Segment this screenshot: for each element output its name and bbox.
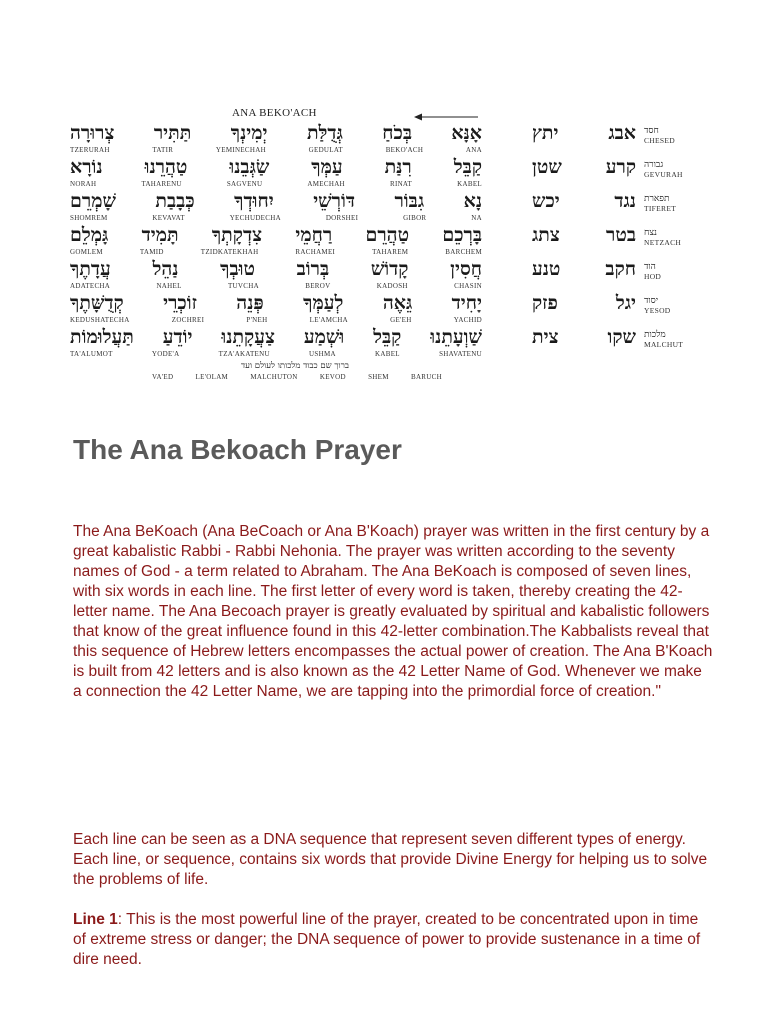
- sefira-1: חסד CHESED: [644, 126, 675, 145]
- initials-line-1: אבג יתץ: [532, 122, 636, 144]
- translit-line-1: TZERURAH TATIR YEMINECHAH GEDULAT BEKO'ACH ANA: [70, 146, 482, 154]
- page-title: The Ana Bekoach Prayer: [73, 434, 402, 465]
- arrow-left-icon: [414, 112, 478, 122]
- ana-bekoach-figure: [62, 100, 702, 390]
- prayer-line-7: שַׁוְעָתֵנוּ קַבֵּל וּשְׁמַע צַעֲקָתֵנוּ יוֹדֵעַ תַּעֲלוּמוֹת: [70, 326, 482, 348]
- translit-line-7: TA'ALUMOT YODE'A TZA'AKATENU USHMA KABEL SHAVATENU: [70, 350, 482, 358]
- sefira-7: מלכות MALCHUT: [644, 330, 684, 349]
- initials-line-3: נגד יכש: [532, 190, 636, 212]
- translit-line-2: NORAH TAHARENU SAGVENU AMECHAH RINAT KABEL: [70, 180, 482, 188]
- line1-lead: Line 1: [73, 911, 118, 928]
- initials-line-6: יגל פזק: [532, 292, 636, 314]
- translit-line-3: SHOMREM KEVAVAT YECHUDECHA DORSHEI GIBOR NA: [70, 214, 482, 222]
- sefira-5: הוד HOD: [644, 262, 662, 281]
- translit-line-5: ADATECHA NAHEL TUVCHA BEROV KADOSH CHASIN: [70, 282, 482, 290]
- prayer-line-6: יָחִיד גֵּאֶה לְעַמְּךָ פְּנֵה זוֹכְרֵי קְדֻשָּׁתֶךָ: [70, 292, 482, 314]
- blessing-translit: VA'ED LE'OLAM MALCHUTON KEVOD SHEM BARUCH: [152, 373, 442, 381]
- sefira-3: תפארת TIFERET: [644, 194, 677, 213]
- prayer-line-2: קַבֵּל רִנַּת עַמְּךָ שַׂגְּבֵנוּ טַהֲרֵנוּ נוֹרָא: [70, 156, 482, 178]
- sefira-2: גבורה GEVURAH: [644, 160, 683, 179]
- prayer-line-5: חֲסִין קָדוֹשׁ בְּרוֹב טוּבְךָ נַהֵל עֲדָתֶךָ: [70, 258, 482, 280]
- prayer-line-3: נָא גִבּוֹר דּוֹרְשֵׁי יִחוּדְךָ כְּבָבַת שָׁמְרֵם: [70, 190, 482, 212]
- initials-line-4: בטר צתג: [532, 224, 636, 246]
- initials-line-2: קרע שטן: [532, 156, 636, 178]
- translit-line-6: KEDUSHATECHA ZOCHREI P'NEH LE'AMCHA GE'EH YACHID: [70, 316, 482, 324]
- initials-line-5: חקב טנע: [532, 258, 636, 280]
- dna-paragraph: Each line can be seen as a DNA sequence that represent seven different types of energy. Each line, or sequence, contains six words that provide Divine Energy for helping us to solve the problems of life.: [73, 831, 708, 888]
- initials-line-7: שקו צית: [532, 326, 636, 348]
- blessing-hebrew: ברוך שם כבוד מלכותו לעולם ועד: [241, 361, 349, 371]
- prayer-line-1: אָנָּא בְּכֹחַ גְּדֻלַּת יְמִינְךָ תַּתִּיר צְרוּרָה: [70, 122, 482, 144]
- prayer-line-4: בָּרְכֵם טַהֲרֵם רַחֲמֵי צִדְקָתְךָ תָּמִיד גָּמְלֵם: [70, 224, 482, 246]
- translit-line-4: GOMLEM TAMID TZIDKATEKHAH RACHAMEI TAHAREM BARCHEM: [70, 248, 482, 256]
- line1-text: : This is the most powerful line of the prayer, created to be concentrated upon in time of extreme stress or danger; the DNA sequence of power to provide sustenance in a time of dire need.: [73, 911, 701, 968]
- figure-title: ANA BEKO'ACH: [232, 107, 317, 119]
- sefira-4: נצח NETZACH: [644, 228, 682, 247]
- line1-paragraph: [73, 910, 713, 970]
- intro-paragraph: The Ana BeKoach (Ana BeCoach or Ana B'Koach) prayer was written in the first century by a great kabalistic Rabbi - Rabbi Nehonia. The prayer was written according to the seventy names of God - a term related to Abraham. The Ana BeKoach is composed of seven lines, with six words in each line. The first letter of every word is taken, thereby creating the 42-letter name. The Ana Becoach prayer is greatly evaluated by spiritual and kabalistic followers that know of the great influence found in this 42-letter combination.The Kabbalists reveal that this sequence of Hebrew letters encompasses the actual power of creation. The Ana B'Koach is built from 42 letters and is also known as the 42 Letter Name of God. Whenever we make a connection the 42 Letter Name, we are tapping into the primordial force of creation.": [73, 523, 713, 700]
- sefira-6: יסוד YESOD: [644, 296, 671, 315]
